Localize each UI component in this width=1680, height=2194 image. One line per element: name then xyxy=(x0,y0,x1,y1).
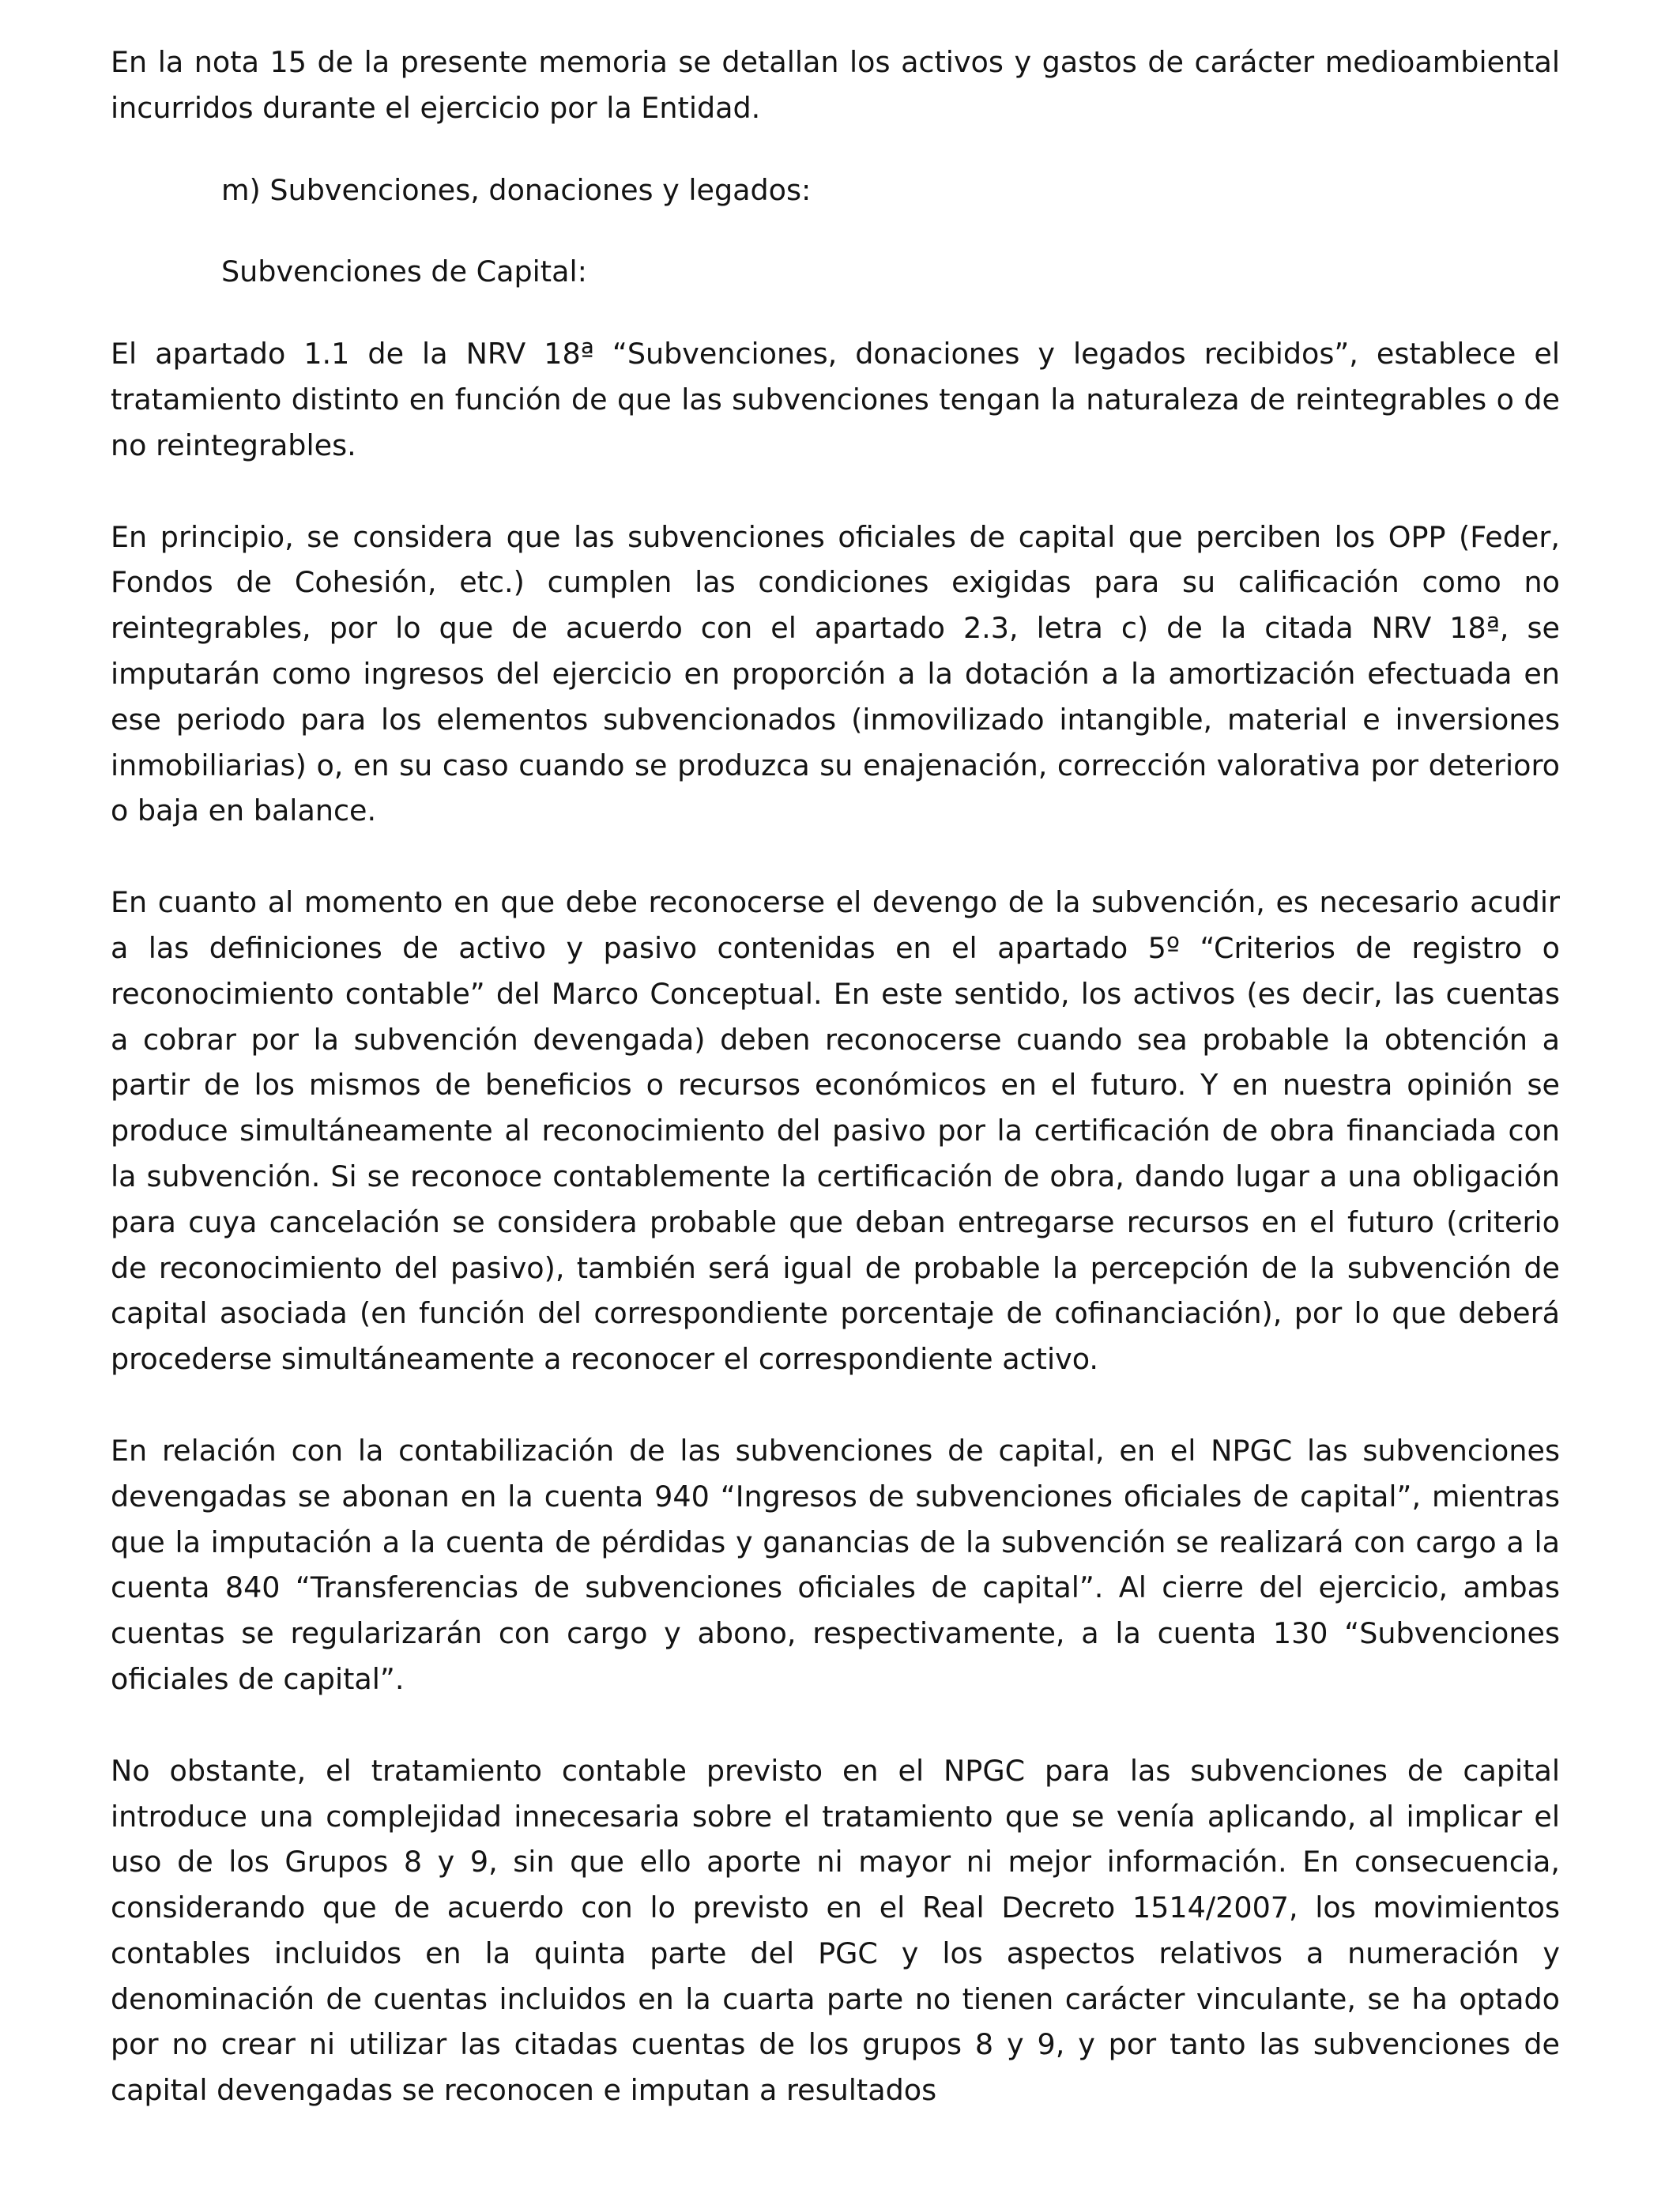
paragraph-nrv-18: El apartado 1.1 de la NRV 18ª “Subvenciones, donaciones y legados recibidos”, establece el tratamiento distinto en función de que las subvenciones tengan la naturaleza de reintegrables o de no reintegrables. xyxy=(111,337,1560,462)
paragraph-non-reintegrable: En principio, se considera que las subvenciones oficiales de capital que perciben los OPP (Feder, Fondos de Cohesión, etc.) cumplen las condiciones exigidas para su calificación como no reintegrables, por lo que de acuerdo con el apartado 2.3, letra c) de la citada NRV 18ª, se imputarán como ingresos del ejercicio en proporción a la dotación a la amortización efectuada en ese periodo para los elementos subvencionados (inmovilizado intangible, material e inversiones inmobiliarias) o, en su caso cuando se produzca su enajenación, corrección valorativa por deterioro o baja en balance. xyxy=(111,519,1560,828)
paragraph-environmental-note: En la nota 15 de la presente memoria se detallan los activos y gastos de carácter medioambiental incurridos durante el ejercicio por la Entidad. xyxy=(111,45,1560,125)
paragraph-accounting-npgc: En relación con la contabilización de las subvenciones de capital, en el NPGC las subvenciones devengadas se abonan en la cuenta 940 “Ingresos de subvenciones oficiales de capital”, mientras que la imputación a la cuenta de pérdidas y ganancias de la subvención se realizará con cargo a la cuenta 840 “Transferencias de subvenciones oficiales de capital”. Al cierre del ejercicio, ambas cuentas se regularizarán con cargo y abono, respectivamente, a la cuenta 130 “Subvenciones oficiales de capital”. xyxy=(111,1433,1560,1696)
paragraph-groups-8-9: No obstante, el tratamiento contable previsto en el NPGC para las subvenciones de capital introduce una complejidad innecesaria sobre el tratamiento que se venía aplicando, al implicar el uso de los Grupos 8 y 9, sin que ello aporte ni mayor ni mejor información. En consecuencia, considerando que de acuerdo con lo previsto en el Real Decreto 1514/2007, los movimientos contables incluidos en la quinta parte del PGC y los aspectos relativos a numeración y denominación de cuentas incluidos en la cuarta parte no tienen carácter vinculante, se ha optado por no crear ni utilizar las citadas cuentas de los grupos 8 y 9, y por tanto las subvenciones de capital devengadas se reconocen e imputan a resultados xyxy=(111,1753,1560,2108)
paragraph-accrual-moment: En cuanto al momento en que debe reconocerse el devengo de la subvención, es necesario acudir a las definiciones de activo y pasivo contenidas en el apartado 5º “Criterios de registro o reconocimiento contable” del Marco Conceptual. En este sentido, los activos (es decir, las cuentas a cobrar por la subvención devengada) deben reconocerse cuando sea probable la obtención a partir de los mismos de beneficios o recursos económicos en el futuro. Y en nuestra opinión se produce simultáneamente al reconocimiento del pasivo por la certificación de obra financiada con la subvención. Si se reconoce contablemente la certificación de obra, dando lugar a una obligación para cuya cancelación se considera probable que deban entregarse recursos en el futuro (criterio de reconocimiento del pasivo), también será igual de probable la percepción de la subvención de capital asociada (en función del correspondiente porcentaje de cofinanciación), por lo que deberá procederse simultáneamente a reconocer el correspondiente activo. xyxy=(111,885,1560,1377)
section-heading-subsidies: m) Subvenciones, donaciones y legados: xyxy=(221,172,812,207)
document-page xyxy=(111,40,1560,2113)
subheading-capital-subsidies: Subvenciones de Capital: xyxy=(221,254,587,289)
